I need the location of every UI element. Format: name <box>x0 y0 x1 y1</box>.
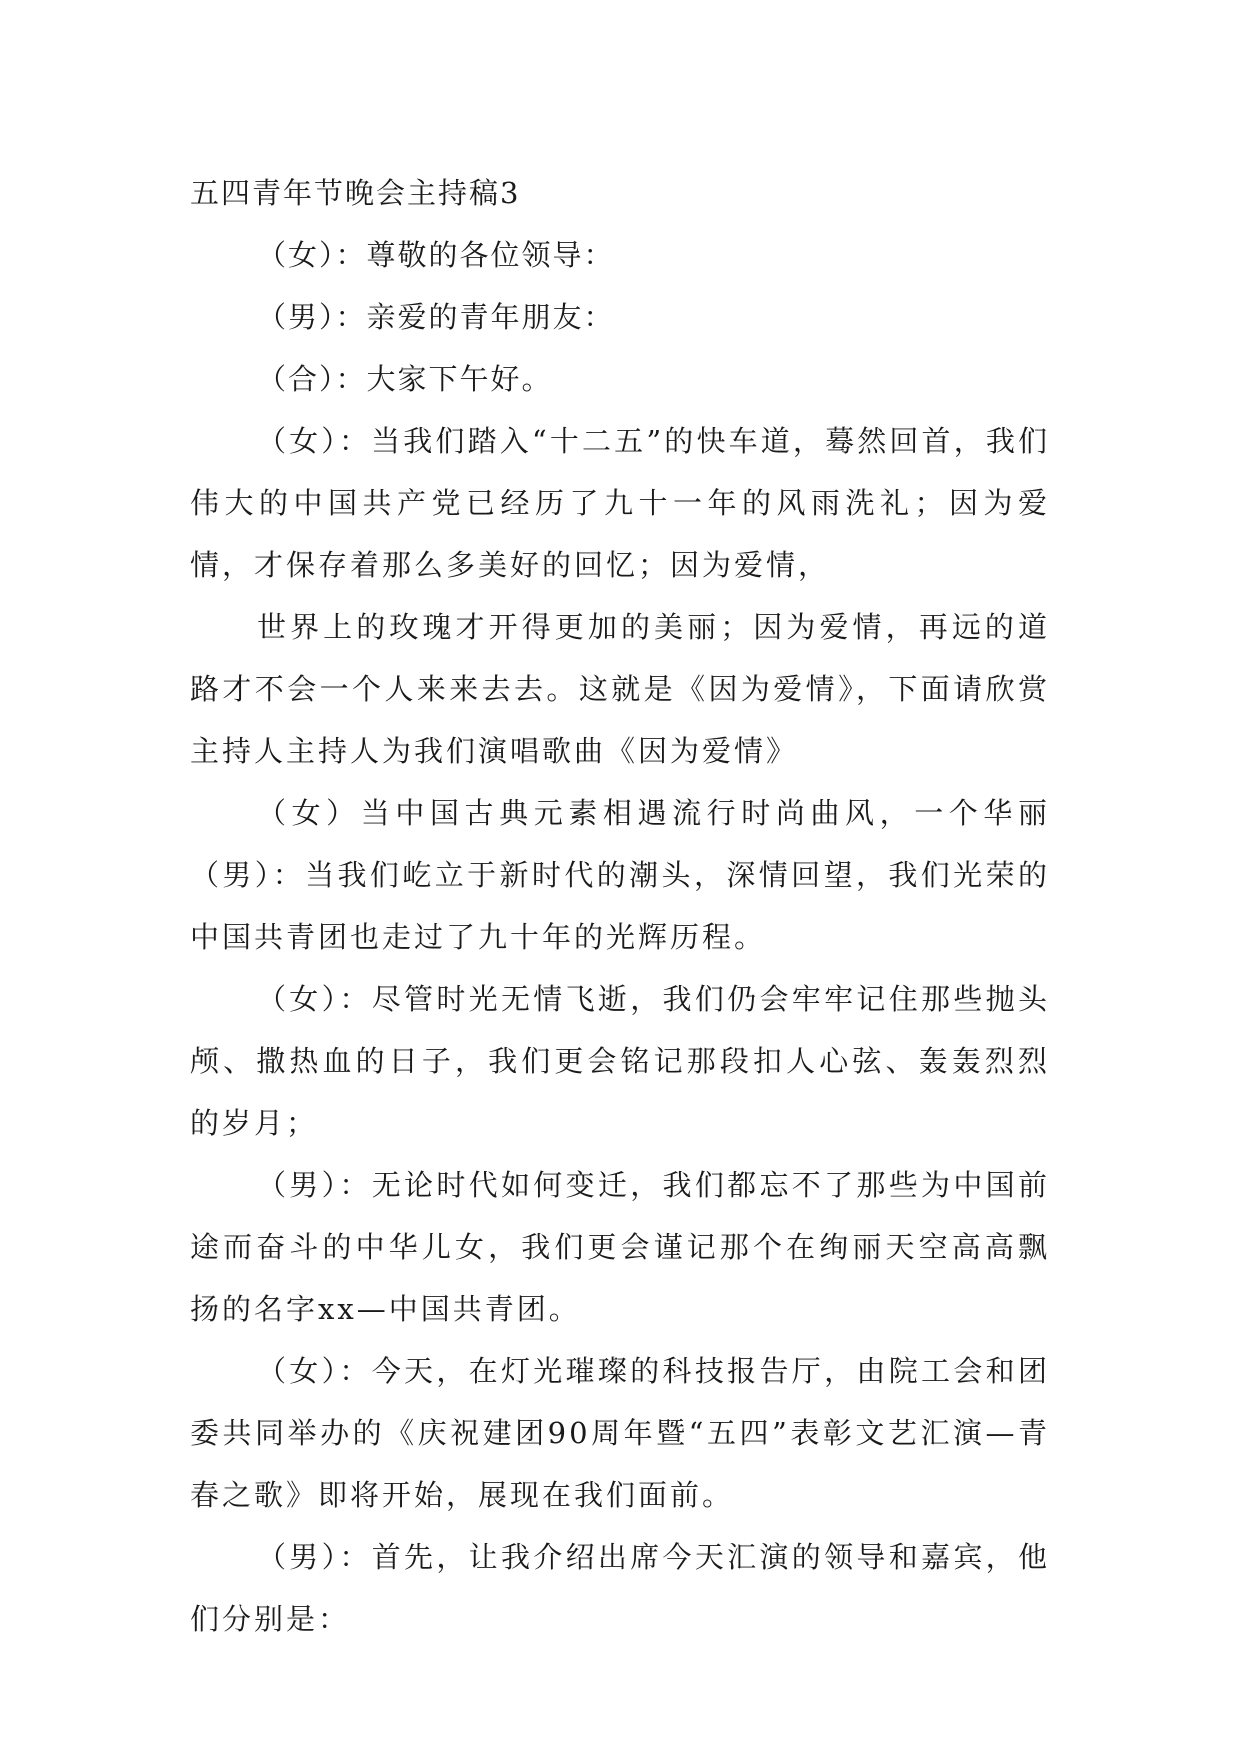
paragraph-memory: （女）：尽管时光无情飞逝，我们仍会牢牢记住那些抛头颅、撒热血的日子，我们更会铭记那段扣人心弦、轰轰烈烈的岁月； <box>190 982 1050 1140</box>
paragraph-event-start: （女）：今天，在灯光璀璨的科技报告厅，由院工会和团委共同举办的《庆祝建团90周年暨“五四”表彰文艺汇演—青春之歌》即将开始，展现在我们面前。 <box>190 1354 1050 1512</box>
paragraph-greeting-female: （女）：尊敬的各位领导： <box>257 238 615 272</box>
paragraph-history: （女）当中国古典元素相遇流行时尚曲风，一个华丽（男）：当我们屹立于新时代的潮头，深情回望，我们光荣的中国共青团也走过了九十年的光辉历程。 <box>190 796 1050 954</box>
document-title: 五四青年节晚会主持稿3 <box>190 176 521 210</box>
paragraph-youth: （男）：无论时代如何变迁，我们都忘不了那些为中国前途而奋斗的中华儿女，我们更会谨记那个在绚丽天空高高飘扬的名字xx—中国共青团。 <box>190 1168 1050 1326</box>
paragraph-introduce-guests: （男）：首先，让我介绍出席今天汇演的领导和嘉宾，他们分别是： <box>190 1540 1050 1636</box>
document-body <box>190 162 1050 1650</box>
paragraph-greeting-male: （男）：亲爱的青年朋友： <box>257 300 615 334</box>
paragraph-opening: （女）：当我们踏入“十二五”的快车道，蓦然回首，我们伟大的中国共产党已经历了九十一年的风雨洗礼；因为爱情，才保存着那么多美好的回忆；因为爱情， <box>190 424 1050 582</box>
paragraph-greeting-together: （合）：大家下午好。 <box>257 362 553 396</box>
paragraph-song-intro: 世界上的玫瑰才开得更加的美丽；因为爱情，再远的道路才不会一个人来来去去。这就是《因为爱情》，下面请欣赏主持人主持人为我们演唱歌曲《因为爱情》 <box>190 610 1050 768</box>
